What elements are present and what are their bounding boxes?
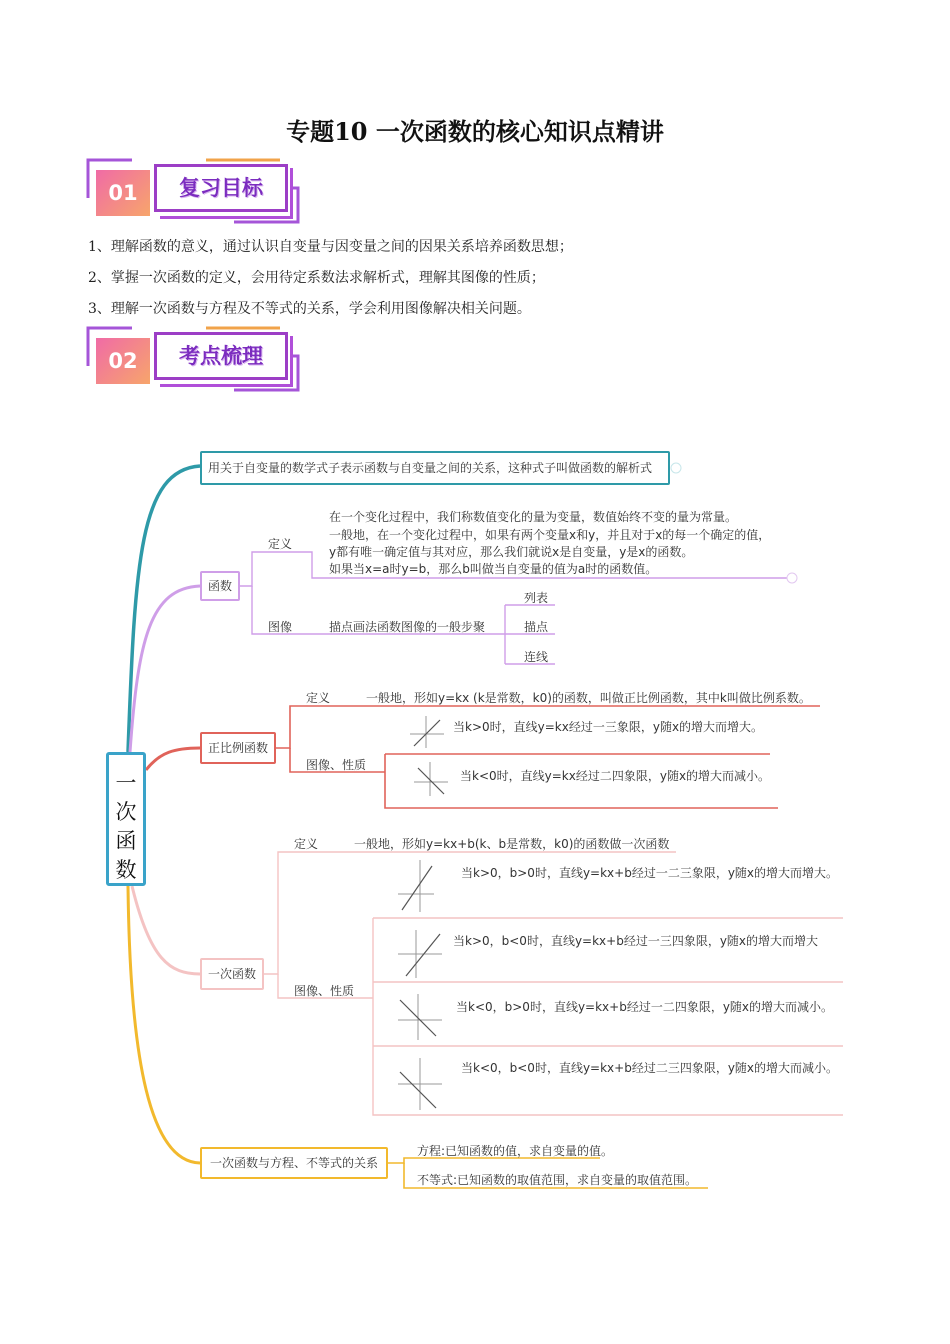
step-item: 列表	[524, 591, 549, 605]
proportional-img-label: 图像、性质	[306, 758, 367, 772]
function-steps-label: 描点画法函数图像的一般步聚	[329, 620, 486, 634]
proportional-case: 当k>0时，直线y=kx经过一三象限，y随x的增大而增大。	[453, 720, 764, 734]
goal-item: 2、掌握一次函数的定义，会用待定系数法求解析式，理解其图像的性质；	[88, 270, 545, 286]
proportional-def-text: 一般地，形如y=kx (k是常数，k0)的函数，叫做正比例函数，其中k叫做比例系数。	[366, 691, 811, 705]
section-number: 01	[96, 170, 150, 216]
section-number: 02	[96, 338, 150, 384]
graph-kgt0-icon	[406, 714, 446, 750]
graph-k-neg-b-neg-icon	[396, 1056, 444, 1112]
relation-item: 方程:已知函数的值，求自变量的值。	[417, 1144, 614, 1158]
graph-k-pos-b-pos-icon	[396, 858, 436, 914]
root-char: 数	[115, 858, 137, 882]
linear-case: 当k>0，b<0时，直线y=kx+b经过一三四象限，y随x的增大而增大	[453, 934, 819, 948]
proportional-function-node: 正比例函数	[200, 732, 276, 764]
analytic-expression-node: 用关于自变量的数学式子表示函数与自变量之间的关系，这种式子叫做函数的解析式	[200, 451, 670, 485]
mindmap-root	[106, 752, 146, 886]
root-char: 函	[115, 829, 137, 853]
function-def-line: y都有唯一确定值与其对应，那么我们就说x是自变量，y是x的函数。	[329, 545, 694, 559]
graph-klt0-icon	[410, 760, 450, 798]
linear-case: 当k>0，b>0时，直线y=kx+b经过一二三象限，y随x的增大而增大。	[461, 866, 839, 880]
step-item: 描点	[524, 620, 549, 634]
proportional-case: 当k<0时，直线y=kx经过二四象限，y随x的增大而减小。	[460, 769, 771, 783]
linear-def-text: 一般地，形如y=kx+b(k、b是常数，k0)的函数做一次函数	[354, 837, 670, 851]
section-label: 考点梳理	[154, 332, 288, 380]
linear-def-label: 定义	[294, 837, 319, 851]
relation-node: 一次函数与方程、不等式的关系	[200, 1147, 388, 1179]
function-def-line: 一般地，在一个变化过程中，如果有两个变量x和y，并且对于x的每一个确定的值，	[329, 528, 771, 542]
linear-img-label: 图像、性质	[294, 984, 355, 998]
linear-function-node: 一次函数	[200, 958, 264, 990]
linear-case: 当k<0，b<0时，直线y=kx+b经过二三四象限，y随x的增大而减小。	[461, 1061, 839, 1075]
function-node: 函数	[200, 571, 240, 601]
graph-k-pos-b-neg-icon	[396, 928, 444, 980]
page-title: 专题10 一次函数的核心知识点精讲	[286, 117, 664, 146]
section-label: 复习目标	[154, 164, 288, 212]
relation-item: 不等式:已知函数的取值范围，求自变量的取值范围。	[417, 1173, 698, 1187]
root-char: 一	[115, 771, 137, 795]
step-item: 连线	[524, 650, 549, 664]
function-def-line: 在一个变化过程中，我们称数值变化的量为变量，数值始终不变的量为常量。	[329, 510, 738, 524]
root-char: 次	[115, 800, 137, 824]
function-def-line: 如果当x=a时y=b，那么b叫做当自变量的值为a时的函数值。	[329, 562, 658, 576]
goal-item: 3、理解一次函数与方程及不等式的关系，学会利用图像解决相关问题。	[88, 301, 531, 317]
graph-k-neg-b-pos-icon	[396, 992, 444, 1042]
function-def-label: 定义	[268, 537, 293, 551]
function-img-label: 图像	[268, 620, 293, 634]
goal-item: 1、理解函数的意义，通过认识自变量与因变量之间的因果关系培养函数思想；	[88, 239, 573, 255]
proportional-def-label: 定义	[306, 691, 331, 705]
linear-case: 当k<0，b>0时，直线y=kx+b经过一二四象限，y随x的增大而减小。	[456, 1000, 834, 1014]
